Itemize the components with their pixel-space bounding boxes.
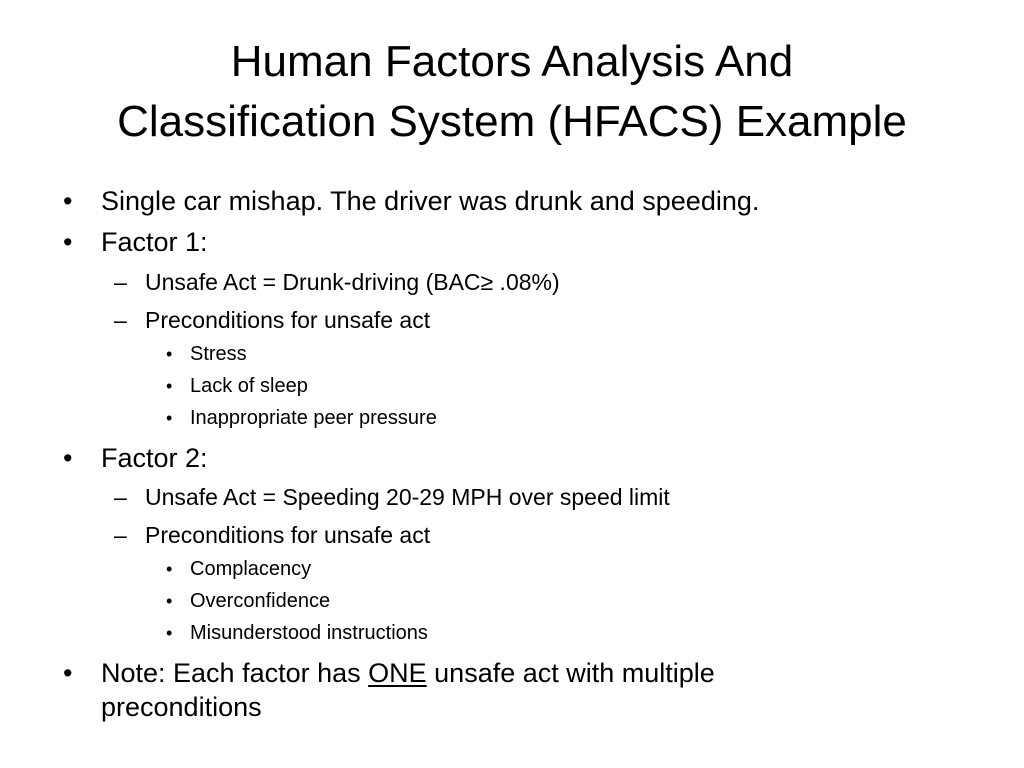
factor-1-unsafe-act (114, 267, 560, 297)
precondition-text: Lack of sleep (190, 375, 308, 397)
note-line-2: preconditions (101, 692, 262, 722)
bullet-marker: • (166, 344, 173, 364)
factor-1-precondition-item (166, 405, 437, 431)
bullet-text: Single car mishap. The driver was drunk and speeding. (101, 186, 760, 216)
bullet-marker: • (166, 408, 173, 428)
factor-2-precondition-item (166, 620, 428, 646)
dash-marker: – (114, 484, 127, 510)
sub-bullet-text: Preconditions for unsafe act (145, 307, 431, 333)
bullet-marker: • (166, 623, 173, 643)
precondition-text: Complacency (190, 558, 312, 580)
bullet-marker: • (63, 443, 73, 473)
note-prefix: Note: Each factor has (101, 658, 369, 688)
dash-marker: – (114, 522, 127, 548)
factor-2-precondition-item (166, 556, 312, 582)
factor-1-precondition-item (166, 341, 247, 367)
precondition-text: Overconfidence (190, 590, 331, 612)
precondition-text: Inappropriate peer pressure (190, 407, 437, 429)
factor-2-precondition-item (166, 588, 331, 614)
bullet-marker: • (63, 658, 73, 688)
precondition-text: Stress (190, 343, 247, 365)
bullet-text: Factor 1: (101, 227, 208, 257)
factor-1-precondition-item (166, 373, 308, 399)
dash-marker: – (114, 307, 127, 333)
sub-bullet-text: Unsafe Act = Speeding 20-29 MPH over speed limit (145, 484, 670, 510)
title-line-2: Classification System (HFACS) Example (117, 97, 907, 146)
slide-title (40, 32, 984, 152)
bullet-marker: • (166, 376, 173, 396)
bullet-factor-1 (63, 225, 208, 259)
factor-1-preconditions (114, 305, 431, 335)
note-continuation (101, 690, 262, 724)
bullet-note (63, 656, 715, 690)
factor-2-preconditions (114, 520, 431, 550)
title-line-1: Human Factors Analysis And (230, 37, 794, 86)
dash-marker: – (114, 269, 127, 295)
factor-2-unsafe-act (114, 482, 670, 512)
precondition-text: Misunderstood instructions (190, 622, 428, 644)
bullet-intro (63, 184, 760, 218)
note-emphasis: ONE (368, 658, 427, 688)
sub-bullet-text: Unsafe Act = Drunk-driving (BAC≥ .08%) (145, 269, 560, 295)
bullet-marker: • (166, 591, 173, 611)
bullet-factor-2 (63, 441, 208, 475)
note-suffix: unsafe act with multiple (426, 658, 715, 688)
bullet-marker: • (63, 227, 73, 257)
bullet-marker: • (63, 186, 73, 216)
bullet-marker: • (166, 559, 173, 579)
sub-bullet-text: Preconditions for unsafe act (145, 522, 431, 548)
bullet-text: Factor 2: (101, 443, 208, 473)
